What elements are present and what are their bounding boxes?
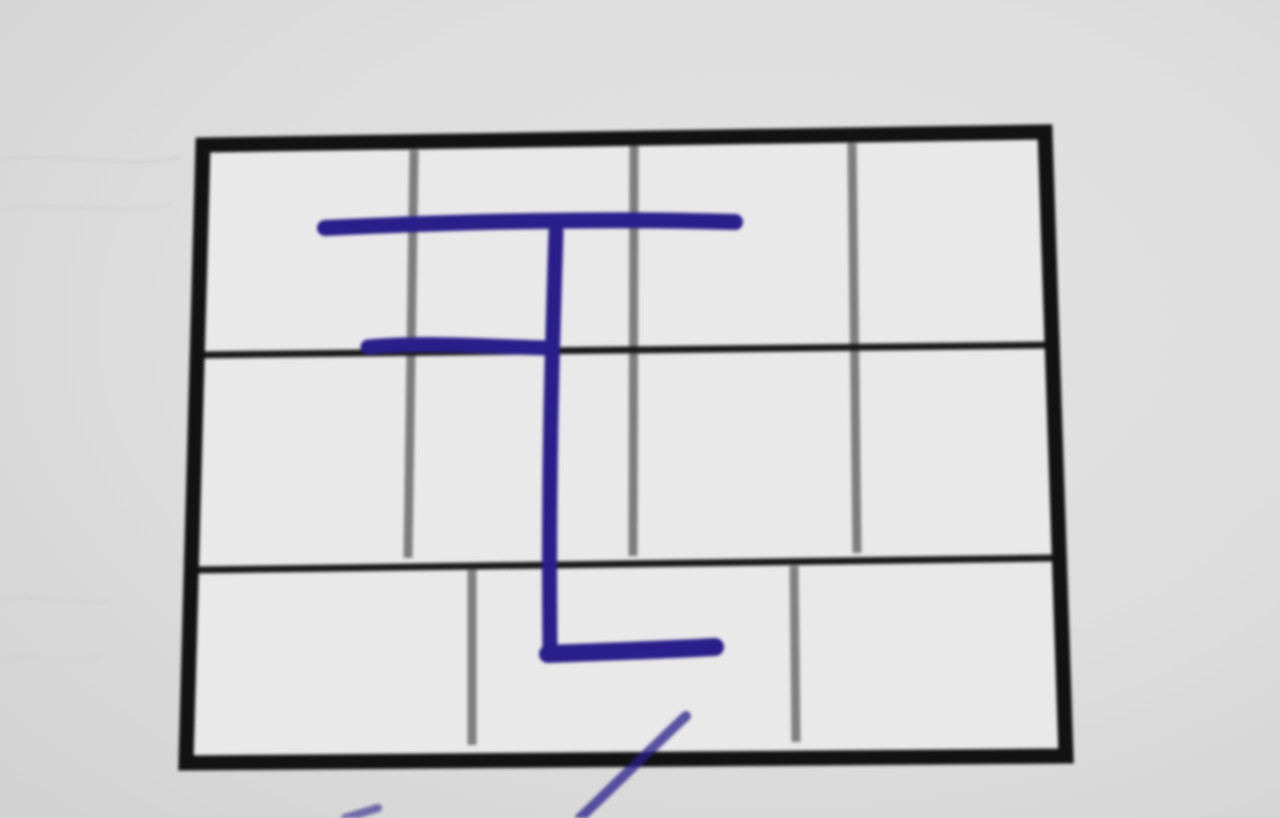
- ink-vertical-stroke: [550, 232, 556, 650]
- ink-middle-bar: [368, 345, 545, 348]
- background-scribbles: [0, 157, 180, 661]
- ink-small-mark: [345, 808, 378, 818]
- ink-bottom-bar: [548, 647, 715, 654]
- ink-top-bar: [325, 220, 735, 228]
